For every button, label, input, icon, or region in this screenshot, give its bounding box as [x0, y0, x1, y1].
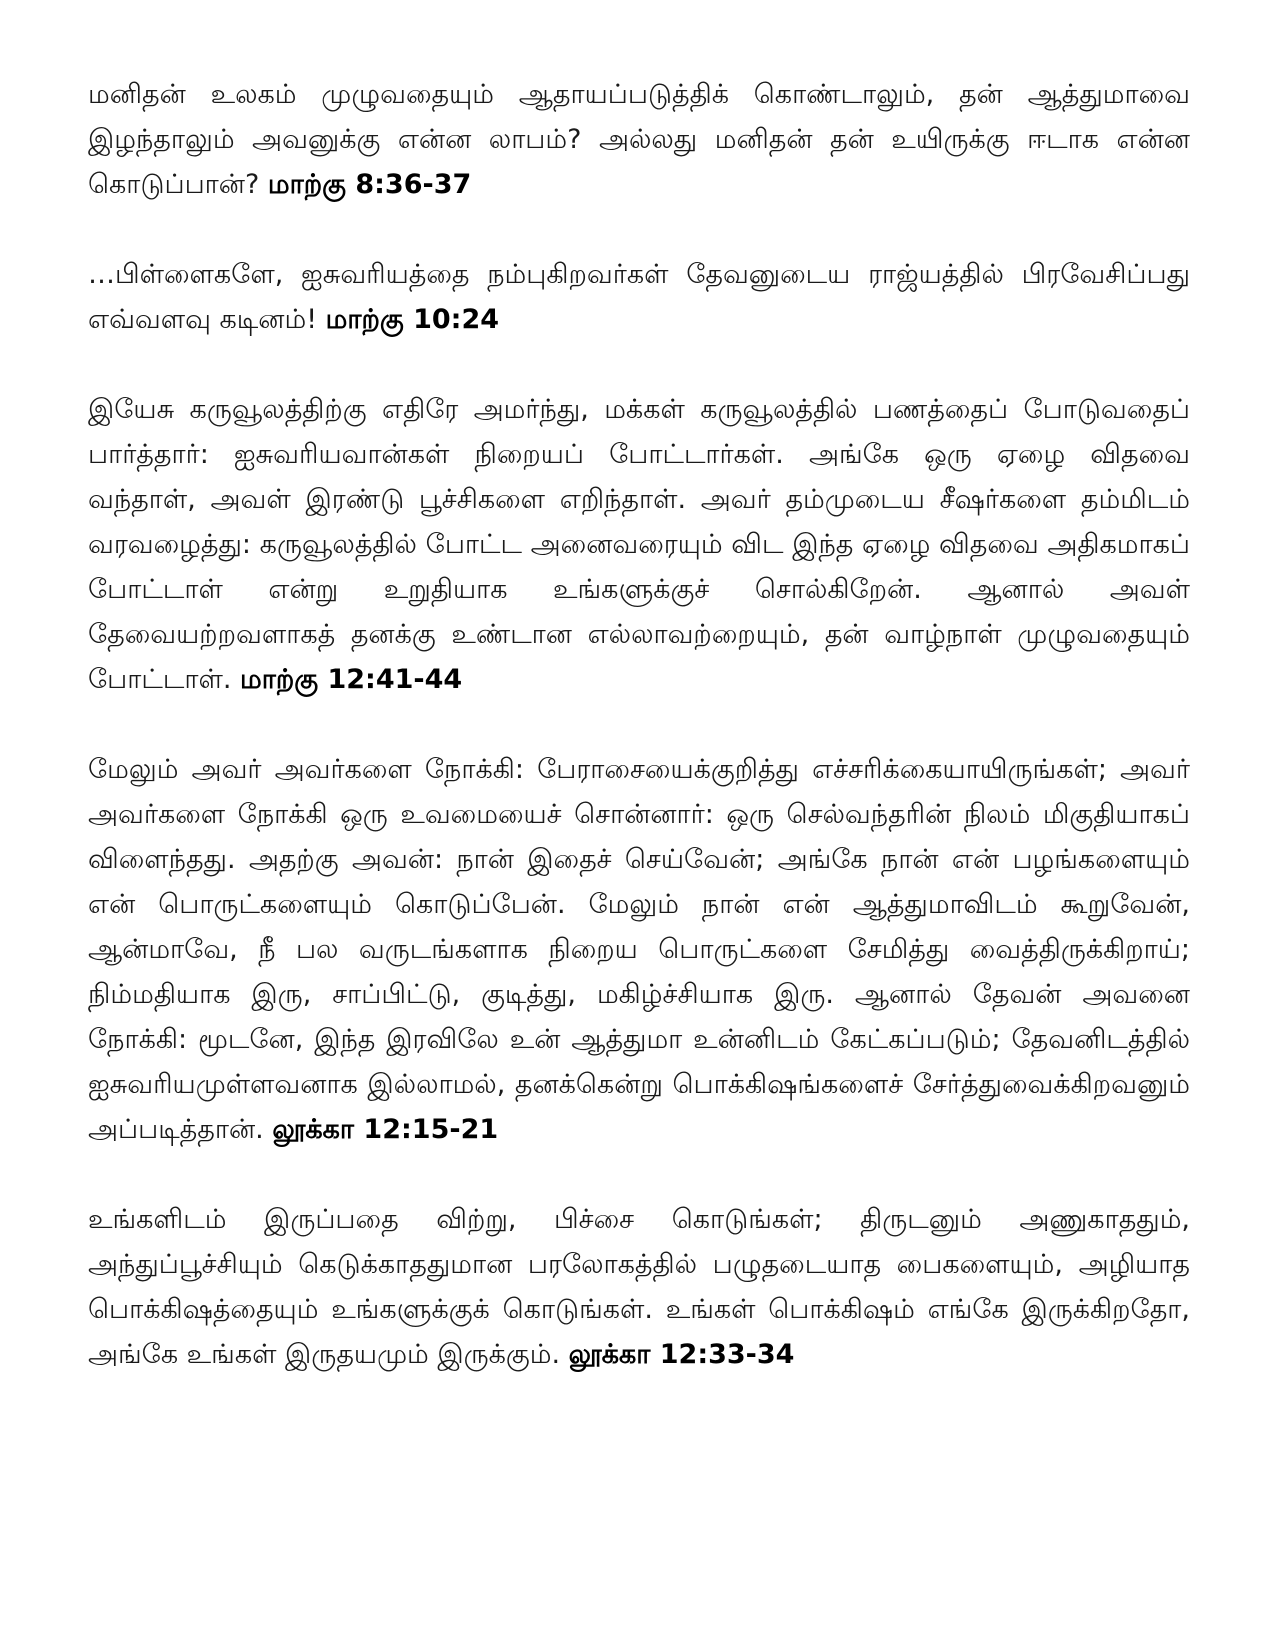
- passage-luke-12-33: [88, 1197, 1190, 1377]
- scripture-reference: மாற்கு 8:36-37: [267, 169, 472, 200]
- passage-mark-12-41: [88, 387, 1190, 702]
- passage-text: மனிதன் உலகம் முழுவதையும் ஆதாயப்படுத்திக் கொண்டாலும், தன் ஆத்துமாவை இழந்தாலும் அவனுக்கு என்ன லாபம்? அல்லது மனிதன் தன் உயிருக்கு ஈடாக என்ன கொடுப்பான்?: [88, 79, 1190, 200]
- passage-mark-10-24: [88, 252, 1190, 342]
- scripture-reference: லூக்கா 12:33-34: [568, 1339, 795, 1370]
- passage-mark-8-36: [88, 72, 1190, 207]
- passage-text: …பிள்ளைகளே, ஐசுவரியத்தை நம்புகிறவர்கள் தேவனுடைய ராஜ்யத்தில் பிரவேசிப்பது எவ்வளவு கடினம்!: [88, 259, 1190, 335]
- scripture-reference: மாற்கு 10:24: [325, 304, 500, 335]
- passage-text: மேலும் அவர் அவர்களை நோக்கி: பேராசையைக்குறித்து எச்சரிக்கையாயிருங்கள்; அவர் அவர்களை நோக்கி ஒரு உவமையைச் சொன்னார்: ஒரு செல்வந்தரின் நிலம் மிகுதியாகப் விளைந்தது. அதற்கு அவன்: நான் இதைச் செய்வேன்; அங்கே நான் என் பழங்களையும் என் பொருட்களையும் கொடுப்பேன். மேலும் நான் என் ஆத்துமாவிடம் கூறுவேன், ஆன்மாவே, நீ பல வருடங்களாக நிறைய பொருட்களை சேமித்து வைத்திருக்கிறாய்; நிம்மதியாக இரு, சாப்பிட்டு, குடித்து, மகிழ்ச்சியாக இரு. ஆனால் தேவன் அவனை நோக்கி: மூடனே, இந்த இரவிலே உன் ஆத்துமா உன்னிடம் கேட்கப்படும்; தேவனிடத்தில் ஐசுவரியமுள்ளவனாக இல்லாமல், தனக்கென்று பொக்கிஷங்களைச் சேர்த்துவைக்கிறவனும் அப்படித்தான்.: [88, 754, 1190, 1145]
- scripture-reference: லூக்கா 12:15-21: [272, 1114, 499, 1145]
- passage-luke-12-15: [88, 747, 1190, 1152]
- passage-text: உங்களிடம் இருப்பதை விற்று, பிச்சை கொடுங்கள்; திருடனும் அணுகாததும், அந்துப்பூச்சியும் கெடுக்காததுமான பரலோகத்தில் பழுதடையாத பைகளையும், அழியாத பொக்கிஷத்தையும் உங்களுக்குக் கொடுங்கள். உங்கள் பொக்கிஷம் எங்கே இருக்கிறதோ, அங்கே உங்கள் இருதயமும் இருக்கும்.: [88, 1204, 1190, 1370]
- scripture-reference: மாற்கு 12:41-44: [240, 664, 463, 695]
- document-page: [88, 72, 1190, 1422]
- passage-text: இயேசு கருவூலத்திற்கு எதிரே அமர்ந்து, மக்கள் கருவூலத்தில் பணத்தைப் போடுவதைப் பார்த்தார்: ஐசுவரியவான்கள் நிறையப் போட்டார்கள். அங்கே ஒரு ஏழை விதவை வந்தாள், அவள் இரண்டு பூச்சிகளை எறிந்தாள். அவர் தம்முடைய சீஷர்களை தம்மிடம் வரவழைத்து: கருவூலத்தில் போட்ட அனைவரையும் விட இந்த ஏழை விதவை அதிகமாகப் போட்டாள் என்று உறுதியாக உங்களுக்குச் சொல்கிறேன். ஆனால் அவள் தேவையற்றவளாகத் தனக்கு உண்டான எல்லாவற்றையும், தன் வாழ்நாள் முழுவதையும் போட்டாள்.: [88, 394, 1190, 695]
